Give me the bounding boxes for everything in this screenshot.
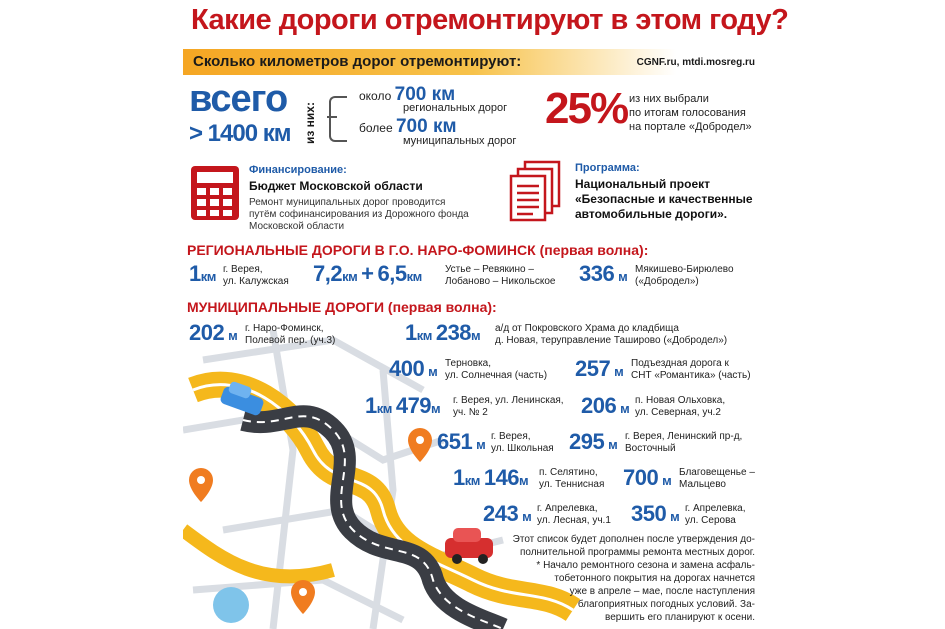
value-unit: м bbox=[228, 328, 238, 343]
iz-nih-text: из них: bbox=[303, 102, 317, 144]
regional-item-value bbox=[189, 261, 216, 287]
program-label: Программа: bbox=[575, 162, 640, 174]
desc-line: г. Верея, Ленинский пр-д, bbox=[625, 431, 743, 442]
value-number: 295 bbox=[569, 429, 605, 454]
desc-line: Благовещенье – bbox=[679, 467, 755, 478]
desc-line: Устье – Ревякино – bbox=[445, 264, 534, 275]
iz-nih-label bbox=[303, 86, 323, 146]
municipal-item-desc bbox=[679, 467, 755, 491]
value-unit: м bbox=[471, 328, 481, 343]
desc-line: ул. Солнечная (часть) bbox=[445, 370, 548, 381]
bracket-tick bbox=[327, 116, 337, 118]
regional-prefix: около bbox=[359, 89, 392, 103]
percent-text-line: из них выбрали bbox=[629, 93, 709, 105]
municipal-item-desc bbox=[491, 431, 554, 455]
desc-line: г. Апрелевка, bbox=[685, 503, 746, 514]
value-unit: м bbox=[608, 437, 618, 452]
municipal-item-desc bbox=[453, 395, 564, 419]
regional-km: 700 км bbox=[394, 84, 456, 105]
value-number: 336 bbox=[579, 261, 615, 286]
value-unit: м bbox=[614, 364, 624, 379]
desc-line: г. Верея, bbox=[223, 264, 263, 275]
value-unit: км bbox=[464, 473, 480, 488]
municipal-item-desc bbox=[635, 395, 725, 419]
bracket bbox=[329, 96, 347, 142]
municipal-label: муниципальных дорог bbox=[403, 135, 517, 147]
municipal-item-value bbox=[453, 465, 528, 491]
desc-line: ул. Теннисная bbox=[539, 479, 605, 490]
documents-icon bbox=[509, 160, 561, 216]
calculator-icon bbox=[189, 164, 241, 220]
municipal-item-desc bbox=[631, 358, 751, 382]
financing-text-line: Ремонт муниципальных дорог проводится bbox=[249, 197, 446, 208]
desc-line: п. Новая Ольховка, bbox=[635, 395, 726, 406]
municipal-item-value bbox=[389, 356, 437, 382]
value-number: 243 bbox=[483, 501, 519, 526]
desc-line: Полевой пер. (уч.3) bbox=[245, 335, 336, 346]
regional-item-value bbox=[313, 261, 422, 287]
regional-heading: РЕГИОНАЛЬНЫЕ ДОРОГИ В Г.О. НАРО-ФОМИНСК (первая волна): bbox=[187, 242, 649, 258]
value-number: 202 bbox=[189, 320, 225, 345]
desc-line: ул. Серова bbox=[685, 515, 736, 526]
municipal-item-value bbox=[189, 320, 237, 346]
municipal-item-value bbox=[483, 501, 531, 527]
page-title: Какие дороги отремонтируют в этом году? bbox=[191, 4, 789, 36]
desc-line: ул. Школьная bbox=[491, 443, 554, 454]
value-number: 400 bbox=[389, 356, 425, 381]
percent-text-line: по итогам голосования bbox=[629, 107, 746, 119]
value-number: 1 bbox=[365, 393, 377, 418]
desc-line: ул. Лесная, уч.1 bbox=[537, 515, 611, 526]
value-unit: км bbox=[342, 269, 358, 284]
desc-line: («Добродел») bbox=[635, 276, 699, 287]
value-number: 257 bbox=[575, 356, 611, 381]
value-number: 7,2 bbox=[313, 261, 343, 286]
program-line: автомобильные дороги». bbox=[575, 207, 728, 221]
program-line: «Безопасные и качественные bbox=[575, 192, 753, 206]
value-number: 1 bbox=[453, 465, 465, 490]
percent-value: 25% bbox=[545, 84, 628, 133]
value-number: 651 bbox=[437, 429, 473, 454]
municipal-heading: МУНИЦИПАЛЬНЫЕ ДОРОГИ (первая волна): bbox=[187, 299, 497, 315]
value-number: 146 bbox=[483, 465, 520, 490]
financing-label: Финансирование: bbox=[249, 164, 347, 176]
value-unit: м bbox=[670, 509, 680, 524]
red-car-icon bbox=[445, 528, 493, 564]
program-line: Национальный проект bbox=[575, 177, 711, 191]
municipal-km: 700 км bbox=[395, 116, 457, 137]
total-value: > 1400 км bbox=[189, 120, 291, 147]
value-number: 479 bbox=[395, 393, 432, 418]
desc-line: ул. Калужская bbox=[223, 276, 289, 287]
municipal-item-value bbox=[631, 501, 679, 527]
value-unit: м bbox=[662, 473, 672, 488]
value-number: 1 bbox=[189, 261, 201, 286]
value-number: 6,5 bbox=[377, 261, 407, 286]
infographic bbox=[183, 0, 789, 629]
value-number: 238 bbox=[435, 320, 472, 345]
desc-line: г. Апрелевка, bbox=[537, 503, 598, 514]
municipal-item-desc bbox=[495, 323, 727, 347]
footnote-line: тобетонного покрытия на дорогах начнется bbox=[554, 573, 755, 584]
footnote-line: Этот список будет дополнен после утверждения до- bbox=[512, 534, 755, 545]
desc-line: г. Наро-Фоминск, bbox=[245, 323, 324, 334]
financing-title: Бюджет Московской области bbox=[249, 179, 423, 193]
footnote-line: полнительной программы ремонта местных дорог. bbox=[519, 547, 755, 558]
regional-item-desc bbox=[635, 264, 734, 288]
desc-line: Мякишево-Бирюлево bbox=[635, 264, 734, 275]
value-unit: м bbox=[476, 437, 486, 452]
footnote-line: благоприятных погодных условий. За- bbox=[577, 599, 755, 610]
value-unit: км bbox=[416, 328, 432, 343]
value-unit: км bbox=[376, 401, 392, 416]
municipal-item-value bbox=[581, 393, 629, 419]
value-number: 700 bbox=[623, 465, 659, 490]
total-word: всего bbox=[189, 78, 288, 120]
municipal-item-value bbox=[575, 356, 623, 382]
plus-sign: + bbox=[361, 261, 374, 286]
desc-line: а/д от Покровского Храма до кладбища bbox=[495, 323, 679, 334]
program-text bbox=[575, 177, 753, 222]
percent-text-line: на портале «Добродел» bbox=[629, 121, 752, 133]
value-number: 350 bbox=[631, 501, 667, 526]
municipal-item-desc bbox=[685, 503, 746, 527]
regional-item-value bbox=[579, 261, 627, 287]
value-unit: км bbox=[406, 269, 422, 284]
financing-text bbox=[249, 197, 469, 233]
municipal-prefix: более bbox=[359, 121, 393, 135]
source-label: CGNF.ru, mtdi.mosreg.ru bbox=[636, 57, 755, 68]
municipal-item-value bbox=[365, 393, 440, 419]
regional-item-desc bbox=[223, 264, 289, 288]
desc-line: СНТ «Романтика» (часть) bbox=[631, 370, 751, 381]
desc-line: Терновка, bbox=[445, 358, 492, 369]
municipal-item-value bbox=[569, 429, 617, 455]
desc-line: ул. Северная, уч.2 bbox=[635, 407, 721, 418]
value-unit: м bbox=[431, 401, 441, 416]
municipal-item-value bbox=[405, 320, 480, 346]
value-unit: м bbox=[618, 269, 628, 284]
regional-label: региональных дорог bbox=[403, 102, 508, 114]
desc-line: Подъездная дорога к bbox=[631, 358, 729, 369]
desc-line: д. Новая, теруправление Таширово («Добродел») bbox=[495, 335, 728, 346]
municipal-item-value bbox=[437, 429, 485, 455]
summary-bar-label: Сколько километров дорог отремонтируют: bbox=[193, 53, 522, 70]
value-unit: км bbox=[200, 269, 216, 284]
municipal-item-desc bbox=[539, 467, 604, 491]
footnote bbox=[493, 533, 755, 624]
municipal-item-desc bbox=[625, 431, 742, 455]
desc-line: Мальцево bbox=[679, 479, 726, 490]
municipal-item-desc bbox=[445, 358, 547, 382]
value-unit: м bbox=[428, 364, 438, 379]
value-unit: м bbox=[620, 401, 630, 416]
percent-text bbox=[629, 92, 752, 134]
desc-line: г. Верея, ул. Ленинская, bbox=[453, 395, 564, 406]
footnote-line: * Начало ремонтного сезона и замена асфаль- bbox=[536, 560, 755, 571]
desc-line: Лобаново – Никольское bbox=[445, 276, 556, 287]
footnote-line: уже в апреле – мае, после наступления bbox=[569, 586, 755, 597]
municipal-item-desc bbox=[537, 503, 611, 527]
financing-text-line: Московской области bbox=[249, 221, 345, 232]
desc-line: уч. № 2 bbox=[453, 407, 488, 418]
value-number: 1 bbox=[405, 320, 417, 345]
municipal-item-value bbox=[623, 465, 671, 491]
desc-line: г. Верея, bbox=[491, 431, 531, 442]
footnote-line: вершить его планируют к осени. bbox=[605, 612, 755, 623]
municipal-item-desc bbox=[245, 323, 335, 347]
value-number: 206 bbox=[581, 393, 617, 418]
financing-text-line: путём софинансирования из Дорожного фонда bbox=[249, 209, 469, 220]
desc-line: Восточный bbox=[625, 443, 676, 454]
regional-item-desc bbox=[445, 264, 555, 288]
desc-line: п. Селятино, bbox=[539, 467, 598, 478]
value-unit: м bbox=[522, 509, 532, 524]
value-unit: м bbox=[519, 473, 529, 488]
